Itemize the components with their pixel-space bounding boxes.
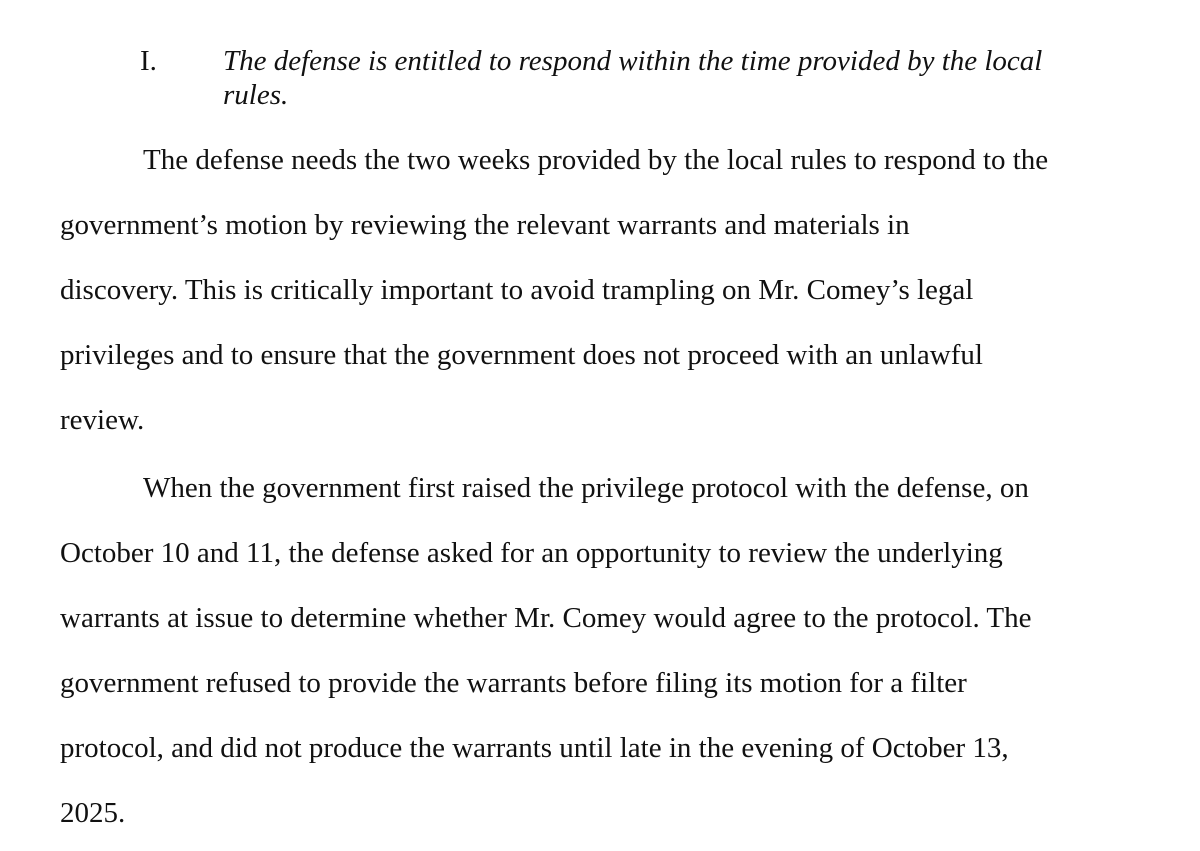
- section-title-line: The defense is entitled to respond within the time provided by the local: [223, 45, 1043, 77]
- section-title-line: rules.: [223, 79, 289, 111]
- paragraph-line: government’s motion by reviewing the relevant warrants and materials in: [60, 209, 910, 241]
- section-title: [223, 44, 1123, 112]
- paragraph-line: privileges and to ensure that the government does not proceed with an unlawful: [60, 339, 983, 371]
- paragraph-line: warrants at issue to determine whether Mr. Comey would agree to the protocol. The: [60, 602, 1032, 634]
- paragraph-line: discovery. This is critically important to avoid trampling on Mr. Comey’s legal: [60, 274, 974, 306]
- paragraph-line: 2025.: [60, 797, 126, 829]
- paragraph-line: October 10 and 11, the defense asked for an opportunity to review the underlying: [60, 537, 1003, 569]
- paragraph-line: The defense needs the two weeks provided by the local rules to respond to the: [143, 144, 1049, 176]
- paragraph-line: government refused to provide the warrants before filing its motion for a filter: [60, 667, 967, 699]
- paragraph-line: review.: [60, 404, 145, 436]
- section-number: I.: [140, 45, 157, 77]
- paragraph-line: When the government first raised the privilege protocol with the defense, on: [143, 472, 1029, 504]
- paragraph-line: protocol, and did not produce the warrants until late in the evening of October 13,: [60, 732, 1009, 764]
